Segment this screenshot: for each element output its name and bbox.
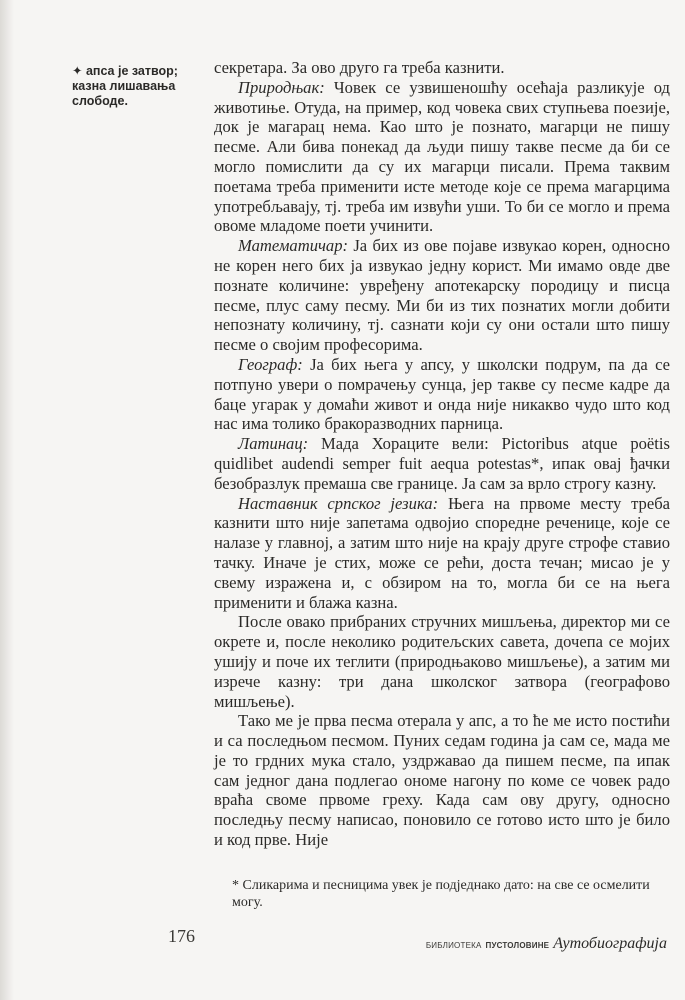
paragraph-text: Тако ме је прва песма отерала у апс, а то ће ме исто постићи и са последњом песмом. Пуних седам година ја сам се, мада ме је то грдних мука стало, уздржавао да пишем песме, па ипак сам једног дана подлегао ономе нагону по коме се човек радо враћа своме првоме греху. Када сам ову другу, односно последњу песму написао, поновило се готово исто што је било и код прве. Није	[214, 711, 670, 850]
body-text	[214, 58, 670, 850]
paragraph-text: Њега на првоме месту треба казнити што није запетама одвојио споредне реченице, које се налазе у главној, а затим што није на крају друге строфе ставио тачку. Иначе је стих, може се рећи, доста течан; мисао је у свему изражена и, с обзиром на то, могла би се на њега применити и блажа казна.	[214, 493, 670, 612]
margin-note: ✦ апса је затвор; казна лишавања слободе.	[72, 64, 178, 108]
paragraph-text: Ја бих њега у апсу, у школски подрум, па да се потпуно увери о помрачењу сунца, јер такве су песме кадре да баце угарак у домаћи живот и онда није никакво чудо што код нас има толико бракоразводних парница.	[214, 354, 671, 434]
paragraph	[214, 78, 670, 236]
paragraph	[214, 612, 670, 711]
paragraph	[214, 58, 670, 78]
paragraph	[214, 494, 670, 613]
speaker-label: Математичар:	[238, 236, 349, 256]
paragraph	[214, 711, 670, 850]
paragraph-text: Човек се узвишеношћу осећаја разликује од животиње. Отуда, на пример, код човека свих ступњева поезије, док је магарац нема. Као што је познато, магарци не пишу песме. Али бива понекад да људи пишу такве песме да би се могло помислити да су их магарци писали. Према таквим поетама треба применити исте методе које се према магарцима употребљавају, тј. треба им извући уши. То би се могло и према овоме младоме поети учинити.	[214, 77, 670, 236]
paragraph-text: Ја бих из ове појаве извукао корен, односно не корен него бих ја извукао једну корист. Ми имамо овде две познате количине: увређену апотекарску породицу и писца песме, плус саму песму. Ми би из тих познатих могли добити непознату количину, тј. сазнати који су они остали што пишу песме о својим професорима.	[214, 236, 670, 355]
gutter-shadow	[0, 0, 14, 1000]
paragraph	[214, 355, 670, 434]
paragraph	[214, 434, 670, 493]
speaker-label: Наставник српског језика:	[238, 493, 439, 513]
footer-book-title: Аутобиографија	[553, 935, 667, 952]
footer-series-prefix: БИБЛИОТЕКА	[425, 941, 482, 950]
footnote: * Сликарима и песницима увек је подједнако дато: на све се осмелити могу.	[232, 878, 650, 910]
speaker-label: Географ:	[238, 354, 303, 374]
speaker-label: Латинац:	[238, 434, 309, 454]
running-footer	[426, 935, 667, 953]
page-number: 176	[168, 926, 195, 946]
footer-series-name-text: ПУСТОЛОВИНЕ	[485, 941, 550, 950]
footer-series-name	[486, 941, 550, 950]
paragraph-text: После овако прибраних стручних мишљења, директор ми се окрете и, после неколико родитељских савета, дочепа се мојих ушију и поче их теглити (природњаково мишљење), а затим ми изрече казну: три дана школског затвора (географово мишљење).	[214, 612, 670, 711]
paragraph	[214, 236, 670, 355]
paragraph-text: Мада Хораците вели: Pictoribus atque poëtis quidlibet audendi semper fuit aequa potestas*, ипак овај ђачки безобразлук премаша све границе. Ја сам за врло строгу казну.	[214, 434, 670, 493]
paragraph-text: секретара. За ово друго га треба казнити.	[214, 58, 505, 77]
speaker-label: Природњак:	[238, 77, 325, 97]
